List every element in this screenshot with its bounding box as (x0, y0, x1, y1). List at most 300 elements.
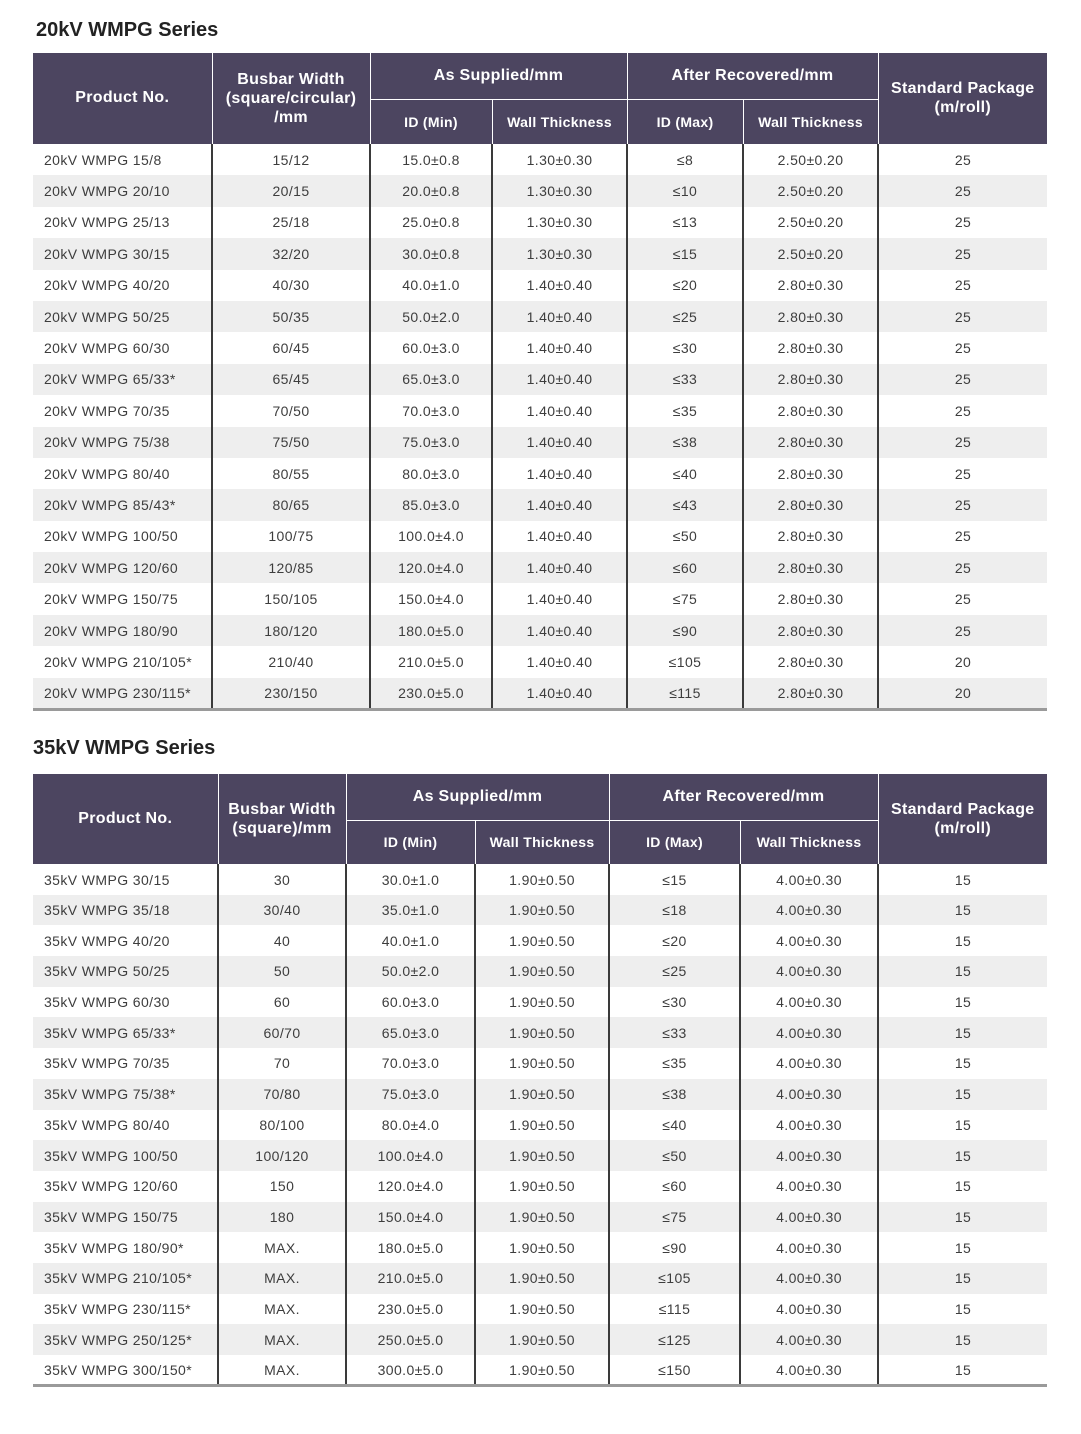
cell-id-min: 65.0±3.0 (370, 364, 492, 395)
cell-standard-package: 20 (878, 646, 1047, 677)
cell-wall-thickness-recovered: 2.80±0.30 (743, 552, 878, 583)
cell-id-min: 15.0±0.8 (370, 144, 492, 175)
header-id-min: ID (Min) (346, 820, 475, 864)
cell-wall-thickness-supplied: 1.90±0.50 (475, 1355, 609, 1386)
cell-standard-package: 25 (878, 615, 1047, 646)
cell-product-no: 35kV WMPG 250/125* (33, 1324, 218, 1355)
cell-busbar-width: MAX. (218, 1232, 346, 1263)
cell-standard-package: 25 (878, 238, 1047, 269)
table-row (33, 864, 1047, 895)
cell-id-min: 70.0±3.0 (370, 395, 492, 426)
cell-wall-thickness-recovered: 4.00±0.30 (740, 987, 878, 1018)
cell-id-min: 250.0±5.0 (346, 1324, 475, 1355)
cell-wall-thickness-recovered: 4.00±0.30 (740, 1355, 878, 1386)
cell-wall-thickness-recovered: 2.80±0.30 (743, 678, 878, 709)
cell-wall-thickness-recovered: 2.80±0.30 (743, 458, 878, 489)
table-row (33, 458, 1047, 489)
cell-id-max: ≤105 (627, 646, 743, 677)
cell-product-no: 20kV WMPG 65/33* (33, 364, 212, 395)
cell-busbar-width: 180 (218, 1202, 346, 1233)
header-as-supplied: As Supplied/mm (346, 774, 609, 820)
header-product-no: Product No. (33, 53, 212, 144)
header-as-supplied: As Supplied/mm (370, 53, 627, 99)
cell-wall-thickness-supplied: 1.90±0.50 (475, 1263, 609, 1294)
cell-id-max: ≤115 (609, 1294, 740, 1325)
cell-busbar-width: 60/45 (212, 332, 370, 363)
cell-product-no: 20kV WMPG 70/35 (33, 395, 212, 426)
cell-product-no: 35kV WMPG 30/15 (33, 864, 218, 895)
cell-busbar-width: 60/70 (218, 1017, 346, 1048)
cell-id-max: ≤25 (627, 301, 743, 332)
cell-id-min: 50.0±2.0 (370, 301, 492, 332)
cell-id-max: ≤90 (627, 615, 743, 646)
cell-standard-package: 15 (878, 1355, 1047, 1386)
header-busbar-width: Busbar Width (square/circular) /mm (212, 53, 370, 144)
table-row (33, 175, 1047, 206)
table-row (33, 332, 1047, 363)
cell-wall-thickness-recovered: 2.80±0.30 (743, 364, 878, 395)
cell-standard-package: 15 (878, 895, 1047, 926)
cell-busbar-width: 70/80 (218, 1079, 346, 1110)
table-row (33, 364, 1047, 395)
cell-id-max: ≤35 (627, 395, 743, 426)
cell-wall-thickness-supplied: 1.90±0.50 (475, 1017, 609, 1048)
cell-standard-package: 25 (878, 144, 1047, 175)
cell-busbar-width: 40 (218, 925, 346, 956)
cell-id-min: 100.0±4.0 (370, 521, 492, 552)
cell-id-min: 210.0±5.0 (370, 646, 492, 677)
table-body-20kv (33, 144, 1047, 709)
cell-wall-thickness-recovered: 2.80±0.30 (743, 489, 878, 520)
cell-standard-package: 15 (878, 1171, 1047, 1202)
cell-standard-package: 15 (878, 1324, 1047, 1355)
header-wall-thickness-recovered: Wall Thickness (743, 99, 878, 144)
cell-wall-thickness-recovered: 4.00±0.30 (740, 1017, 878, 1048)
cell-standard-package: 15 (878, 1017, 1047, 1048)
cell-wall-thickness-recovered: 2.80±0.30 (743, 646, 878, 677)
header-after-recovered: After Recovered/mm (627, 53, 878, 99)
cell-id-min: 300.0±5.0 (346, 1355, 475, 1386)
table-row (33, 1171, 1047, 1202)
cell-wall-thickness-recovered: 2.80±0.30 (743, 583, 878, 614)
header-wall-thickness-supplied: Wall Thickness (492, 99, 627, 144)
table-row (33, 678, 1047, 709)
cell-wall-thickness-supplied: 1.40±0.40 (492, 332, 627, 363)
cell-id-min: 20.0±0.8 (370, 175, 492, 206)
header-busbar-width: Busbar Width (square)/mm (218, 774, 346, 864)
cell-id-max: ≤60 (609, 1171, 740, 1202)
cell-product-no: 20kV WMPG 40/20 (33, 270, 212, 301)
table-row (33, 925, 1047, 956)
cell-standard-package: 25 (878, 207, 1047, 238)
header-after-recovered: After Recovered/mm (609, 774, 878, 820)
cell-standard-package: 25 (878, 427, 1047, 458)
cell-wall-thickness-recovered: 2.80±0.30 (743, 332, 878, 363)
cell-standard-package: 15 (878, 925, 1047, 956)
cell-id-max: ≤43 (627, 489, 743, 520)
cell-wall-thickness-supplied: 1.40±0.40 (492, 583, 627, 614)
cell-standard-package: 25 (878, 332, 1047, 363)
cell-product-no: 35kV WMPG 35/18 (33, 895, 218, 926)
cell-busbar-width: 80/100 (218, 1110, 346, 1141)
cell-product-no: 35kV WMPG 65/33* (33, 1017, 218, 1048)
cell-busbar-width: 50/35 (212, 301, 370, 332)
cell-id-min: 180.0±5.0 (346, 1232, 475, 1263)
cell-busbar-width: MAX. (218, 1324, 346, 1355)
cell-standard-package: 25 (878, 270, 1047, 301)
cell-wall-thickness-recovered: 4.00±0.30 (740, 1202, 878, 1233)
cell-id-min: 85.0±3.0 (370, 489, 492, 520)
cell-wall-thickness-recovered: 2.80±0.30 (743, 615, 878, 646)
header-product-no: Product No. (33, 774, 218, 864)
cell-busbar-width: 40/30 (212, 270, 370, 301)
cell-wall-thickness-recovered: 2.80±0.30 (743, 270, 878, 301)
table-row (33, 987, 1047, 1018)
header-id-min: ID (Min) (370, 99, 492, 144)
cell-product-no: 35kV WMPG 40/20 (33, 925, 218, 956)
table-row (33, 1110, 1047, 1141)
cell-standard-package: 15 (878, 1232, 1047, 1263)
cell-wall-thickness-supplied: 1.40±0.40 (492, 678, 627, 709)
cell-id-min: 150.0±4.0 (346, 1202, 475, 1233)
cell-product-no: 20kV WMPG 80/40 (33, 458, 212, 489)
cell-id-max: ≤33 (609, 1017, 740, 1048)
cell-id-min: 80.0±3.0 (370, 458, 492, 489)
cell-wall-thickness-recovered: 2.80±0.30 (743, 301, 878, 332)
cell-wall-thickness-supplied: 1.40±0.40 (492, 395, 627, 426)
cell-busbar-width: 100/120 (218, 1140, 346, 1171)
cell-id-max: ≤15 (609, 864, 740, 895)
cell-wall-thickness-supplied: 1.40±0.40 (492, 270, 627, 301)
cell-product-no: 35kV WMPG 75/38* (33, 1079, 218, 1110)
cell-id-min: 100.0±4.0 (346, 1140, 475, 1171)
cell-wall-thickness-supplied: 1.90±0.50 (475, 1140, 609, 1171)
table-row (33, 395, 1047, 426)
cell-id-max: ≤13 (627, 207, 743, 238)
cell-standard-package: 15 (878, 1294, 1047, 1325)
cell-busbar-width: 80/65 (212, 489, 370, 520)
cell-product-no: 35kV WMPG 230/115* (33, 1294, 218, 1325)
cell-busbar-width: 75/50 (212, 427, 370, 458)
cell-id-min: 70.0±3.0 (346, 1048, 475, 1079)
table-row (33, 427, 1047, 458)
cell-id-max: ≤10 (627, 175, 743, 206)
cell-id-min: 120.0±4.0 (346, 1171, 475, 1202)
cell-id-min: 40.0±1.0 (346, 925, 475, 956)
cell-product-no: 20kV WMPG 120/60 (33, 552, 212, 583)
cell-wall-thickness-recovered: 4.00±0.30 (740, 1294, 878, 1325)
cell-id-max: ≤105 (609, 1263, 740, 1294)
cell-wall-thickness-recovered: 2.80±0.30 (743, 395, 878, 426)
cell-product-no: 35kV WMPG 300/150* (33, 1355, 218, 1386)
cell-wall-thickness-recovered: 2.50±0.20 (743, 238, 878, 269)
cell-product-no: 35kV WMPG 120/60 (33, 1171, 218, 1202)
cell-busbar-width: 210/40 (212, 646, 370, 677)
cell-wall-thickness-supplied: 1.90±0.50 (475, 864, 609, 895)
header-standard-package: Standard Package (m/roll) (878, 53, 1047, 144)
table-row (33, 1202, 1047, 1233)
cell-id-max: ≤35 (609, 1048, 740, 1079)
cell-wall-thickness-supplied: 1.40±0.40 (492, 301, 627, 332)
cell-id-min: 60.0±3.0 (370, 332, 492, 363)
cell-id-min: 150.0±4.0 (370, 583, 492, 614)
spec-table-20kv (33, 53, 1047, 711)
table-row (33, 1232, 1047, 1263)
cell-wall-thickness-recovered: 4.00±0.30 (740, 1079, 878, 1110)
cell-id-min: 30.0±0.8 (370, 238, 492, 269)
cell-id-min: 35.0±1.0 (346, 895, 475, 926)
cell-busbar-width: MAX. (218, 1263, 346, 1294)
cell-wall-thickness-supplied: 1.90±0.50 (475, 1294, 609, 1325)
cell-standard-package: 25 (878, 301, 1047, 332)
cell-wall-thickness-supplied: 1.90±0.50 (475, 987, 609, 1018)
cell-product-no: 20kV WMPG 75/38 (33, 427, 212, 458)
cell-id-max: ≤20 (627, 270, 743, 301)
cell-standard-package: 25 (878, 395, 1047, 426)
cell-wall-thickness-supplied: 1.90±0.50 (475, 1171, 609, 1202)
table-row (33, 144, 1047, 175)
cell-product-no: 20kV WMPG 85/43* (33, 489, 212, 520)
table-row (33, 489, 1047, 520)
table-body-35kv (33, 864, 1047, 1386)
cell-wall-thickness-recovered: 4.00±0.30 (740, 1110, 878, 1141)
cell-busbar-width: 230/150 (212, 678, 370, 709)
cell-busbar-width: 60 (218, 987, 346, 1018)
cell-busbar-width: MAX. (218, 1294, 346, 1325)
cell-standard-package: 25 (878, 521, 1047, 552)
cell-product-no: 35kV WMPG 80/40 (33, 1110, 218, 1141)
cell-id-min: 60.0±3.0 (346, 987, 475, 1018)
cell-id-min: 50.0±2.0 (346, 956, 475, 987)
table-row (33, 238, 1047, 269)
cell-wall-thickness-supplied: 1.40±0.40 (492, 552, 627, 583)
header-id-max: ID (Max) (627, 99, 743, 144)
table-row (33, 895, 1047, 926)
cell-busbar-width: 70/50 (212, 395, 370, 426)
cell-product-no: 20kV WMPG 60/30 (33, 332, 212, 363)
cell-wall-thickness-recovered: 2.50±0.20 (743, 207, 878, 238)
cell-product-no: 35kV WMPG 210/105* (33, 1263, 218, 1294)
cell-product-no: 20kV WMPG 20/10 (33, 175, 212, 206)
table-row (33, 583, 1047, 614)
cell-busbar-width: 150/105 (212, 583, 370, 614)
cell-busbar-width: 100/75 (212, 521, 370, 552)
cell-id-max: ≤125 (609, 1324, 740, 1355)
cell-id-max: ≤30 (627, 332, 743, 363)
cell-standard-package: 25 (878, 552, 1047, 583)
cell-id-max: ≤8 (627, 144, 743, 175)
table-row (33, 646, 1047, 677)
cell-busbar-width: MAX. (218, 1355, 346, 1386)
cell-id-max: ≤75 (609, 1202, 740, 1233)
cell-wall-thickness-supplied: 1.40±0.40 (492, 458, 627, 489)
cell-id-max: ≤50 (609, 1140, 740, 1171)
cell-wall-thickness-supplied: 1.90±0.50 (475, 1202, 609, 1233)
table-row (33, 270, 1047, 301)
section-title-20kv: 20kV WMPG Series (36, 19, 219, 41)
cell-busbar-width: 50 (218, 956, 346, 987)
cell-product-no: 20kV WMPG 210/105* (33, 646, 212, 677)
cell-id-min: 230.0±5.0 (370, 678, 492, 709)
table-row (33, 1324, 1047, 1355)
cell-busbar-width: 20/15 (212, 175, 370, 206)
cell-standard-package: 25 (878, 489, 1047, 520)
cell-wall-thickness-recovered: 4.00±0.30 (740, 1324, 878, 1355)
cell-busbar-width: 120/85 (212, 552, 370, 583)
cell-wall-thickness-supplied: 1.30±0.30 (492, 175, 627, 206)
cell-id-min: 210.0±5.0 (346, 1263, 475, 1294)
table-row (33, 1017, 1047, 1048)
table-row (33, 552, 1047, 583)
cell-wall-thickness-supplied: 1.30±0.30 (492, 144, 627, 175)
cell-wall-thickness-recovered: 4.00±0.30 (740, 925, 878, 956)
table-row (33, 1048, 1047, 1079)
cell-product-no: 20kV WMPG 25/13 (33, 207, 212, 238)
cell-wall-thickness-recovered: 4.00±0.30 (740, 956, 878, 987)
cell-wall-thickness-recovered: 4.00±0.30 (740, 864, 878, 895)
header-wall-thickness-recovered: Wall Thickness (740, 820, 878, 864)
cell-busbar-width: 180/120 (212, 615, 370, 646)
cell-wall-thickness-supplied: 1.30±0.30 (492, 207, 627, 238)
cell-product-no: 20kV WMPG 180/90 (33, 615, 212, 646)
cell-wall-thickness-recovered: 4.00±0.30 (740, 1263, 878, 1294)
cell-product-no: 20kV WMPG 100/50 (33, 521, 212, 552)
cell-busbar-width: 32/20 (212, 238, 370, 269)
cell-wall-thickness-supplied: 1.90±0.50 (475, 895, 609, 926)
cell-wall-thickness-supplied: 1.90±0.50 (475, 956, 609, 987)
cell-standard-package: 15 (878, 1110, 1047, 1141)
cell-wall-thickness-supplied: 1.40±0.40 (492, 364, 627, 395)
cell-busbar-width: 15/12 (212, 144, 370, 175)
table-row (33, 1263, 1047, 1294)
cell-wall-thickness-recovered: 4.00±0.30 (740, 895, 878, 926)
cell-id-min: 40.0±1.0 (370, 270, 492, 301)
cell-id-max: ≤60 (627, 552, 743, 583)
cell-id-min: 75.0±3.0 (346, 1079, 475, 1110)
cell-wall-thickness-recovered: 2.80±0.30 (743, 427, 878, 458)
cell-wall-thickness-recovered: 2.50±0.20 (743, 144, 878, 175)
cell-id-min: 80.0±4.0 (346, 1110, 475, 1141)
cell-wall-thickness-supplied: 1.90±0.50 (475, 1048, 609, 1079)
cell-id-max: ≤38 (609, 1079, 740, 1110)
table-row (33, 1079, 1047, 1110)
cell-wall-thickness-recovered: 4.00±0.30 (740, 1171, 878, 1202)
table-row (33, 1294, 1047, 1325)
cell-standard-package: 25 (878, 175, 1047, 206)
cell-id-max: ≤75 (627, 583, 743, 614)
cell-busbar-width: 25/18 (212, 207, 370, 238)
cell-wall-thickness-supplied: 1.90±0.50 (475, 925, 609, 956)
cell-standard-package: 15 (878, 987, 1047, 1018)
cell-wall-thickness-supplied: 1.30±0.30 (492, 238, 627, 269)
cell-id-max: ≤38 (627, 427, 743, 458)
header-standard-package: Standard Package (m/roll) (878, 774, 1047, 864)
cell-product-no: 35kV WMPG 50/25 (33, 956, 218, 987)
cell-id-max: ≤50 (627, 521, 743, 552)
cell-id-min: 65.0±3.0 (346, 1017, 475, 1048)
cell-standard-package: 15 (878, 1140, 1047, 1171)
cell-busbar-width: 65/45 (212, 364, 370, 395)
cell-product-no: 20kV WMPG 150/75 (33, 583, 212, 614)
cell-product-no: 35kV WMPG 150/75 (33, 1202, 218, 1233)
cell-standard-package: 15 (878, 1202, 1047, 1233)
cell-standard-package: 15 (878, 864, 1047, 895)
cell-busbar-width: 80/55 (212, 458, 370, 489)
cell-wall-thickness-recovered: 2.80±0.30 (743, 521, 878, 552)
cell-id-max: ≤18 (609, 895, 740, 926)
table-row (33, 1140, 1047, 1171)
cell-standard-package: 15 (878, 1048, 1047, 1079)
cell-wall-thickness-recovered: 4.00±0.30 (740, 1048, 878, 1079)
table-row (33, 301, 1047, 332)
cell-product-no: 35kV WMPG 60/30 (33, 987, 218, 1018)
cell-id-max: ≤30 (609, 987, 740, 1018)
cell-id-max: ≤40 (609, 1110, 740, 1141)
cell-standard-package: 25 (878, 364, 1047, 395)
cell-id-min: 230.0±5.0 (346, 1294, 475, 1325)
cell-product-no: 35kV WMPG 70/35 (33, 1048, 218, 1079)
cell-standard-package: 25 (878, 458, 1047, 489)
table-row (33, 521, 1047, 552)
cell-wall-thickness-recovered: 2.50±0.20 (743, 175, 878, 206)
cell-busbar-width: 30 (218, 864, 346, 895)
cell-product-no: 35kV WMPG 100/50 (33, 1140, 218, 1171)
cell-id-max: ≤90 (609, 1232, 740, 1263)
cell-id-min: 30.0±1.0 (346, 864, 475, 895)
cell-wall-thickness-recovered: 4.00±0.30 (740, 1232, 878, 1263)
cell-wall-thickness-recovered: 4.00±0.30 (740, 1140, 878, 1171)
cell-id-min: 25.0±0.8 (370, 207, 492, 238)
cell-id-min: 120.0±4.0 (370, 552, 492, 583)
cell-wall-thickness-supplied: 1.90±0.50 (475, 1079, 609, 1110)
cell-id-max: ≤40 (627, 458, 743, 489)
cell-wall-thickness-supplied: 1.40±0.40 (492, 646, 627, 677)
cell-product-no: 35kV WMPG 180/90* (33, 1232, 218, 1263)
cell-id-min: 75.0±3.0 (370, 427, 492, 458)
cell-id-max: ≤25 (609, 956, 740, 987)
cell-id-max: ≤115 (627, 678, 743, 709)
cell-product-no: 20kV WMPG 50/25 (33, 301, 212, 332)
cell-wall-thickness-supplied: 1.40±0.40 (492, 615, 627, 646)
cell-wall-thickness-supplied: 1.90±0.50 (475, 1110, 609, 1141)
cell-wall-thickness-supplied: 1.40±0.40 (492, 521, 627, 552)
cell-wall-thickness-supplied: 1.90±0.50 (475, 1324, 609, 1355)
table-row (33, 956, 1047, 987)
header-id-max: ID (Max) (609, 820, 740, 864)
cell-id-max: ≤33 (627, 364, 743, 395)
spec-table-35kv (33, 774, 1047, 1387)
cell-id-min: 180.0±5.0 (370, 615, 492, 646)
cell-busbar-width: 70 (218, 1048, 346, 1079)
cell-standard-package: 15 (878, 1263, 1047, 1294)
header-wall-thickness-supplied: Wall Thickness (475, 820, 609, 864)
section-title-35kv: 35kV WMPG Series (33, 737, 216, 759)
table-row (33, 207, 1047, 238)
cell-standard-package: 15 (878, 956, 1047, 987)
cell-busbar-width: 150 (218, 1171, 346, 1202)
table-row (33, 1355, 1047, 1386)
cell-id-max: ≤20 (609, 925, 740, 956)
cell-wall-thickness-supplied: 1.40±0.40 (492, 489, 627, 520)
cell-product-no: 20kV WMPG 30/15 (33, 238, 212, 269)
cell-standard-package: 20 (878, 678, 1047, 709)
cell-id-max: ≤150 (609, 1355, 740, 1386)
cell-wall-thickness-supplied: 1.40±0.40 (492, 427, 627, 458)
cell-busbar-width: 30/40 (218, 895, 346, 926)
cell-wall-thickness-supplied: 1.90±0.50 (475, 1232, 609, 1263)
cell-product-no: 20kV WMPG 15/8 (33, 144, 212, 175)
cell-product-no: 20kV WMPG 230/115* (33, 678, 212, 709)
